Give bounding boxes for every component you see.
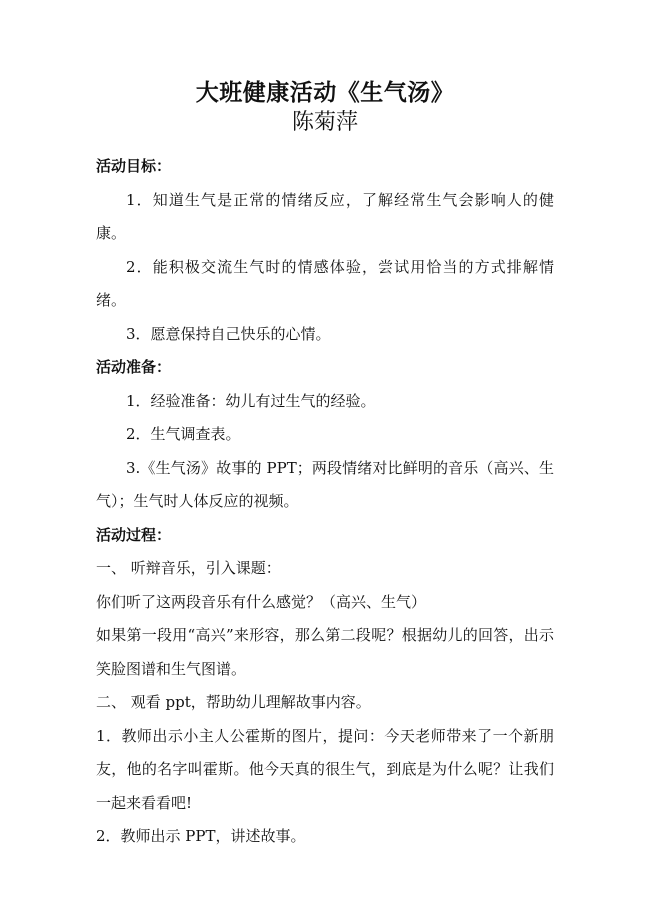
prep-heading: 活动准备： (96, 358, 172, 376)
goal-item: 1．知道生气是正常的情绪反应，了解经常生气会影响人的健康。 (96, 190, 554, 242)
goal-item: 2．能积极交流生气时的情感体验，尝试用恰当的方式排解情绪。 (96, 257, 554, 309)
process-paragraph: 如果第一段用“高兴”来形容，那么第二段呢？根据幼儿的回答，出示笑脸图谱和生气图谱。 (96, 626, 554, 678)
process-paragraph: 你们听了这两段音乐有什么感觉？（高兴、生气） (96, 592, 427, 611)
process-heading: 活动过程： (96, 525, 172, 544)
process-paragraph: 2．教师出示 PPT，讲述故事。 (96, 827, 306, 845)
goals-heading: 活动目标： (96, 157, 172, 175)
process-paragraph: 1．教师出示小主人公霍斯的图片，提问：今天老师带来了一个新朋友，他的名字叫霍斯。他今天真的很生气，到底是为什么呢？让我们一起来看看吧! (96, 726, 554, 812)
goal-item: 3．愿意保持自己快乐的心情。 (126, 324, 331, 343)
prep-item: 1．经验准备：幼儿有过生气的经验。 (126, 391, 376, 410)
process-step-heading: 二、 观看 ppt，帮助幼儿理解故事内容。 (96, 693, 371, 711)
prep-item: 2．生气调查表。 (126, 425, 241, 443)
document-title: 大班健康活动《生气汤》 (195, 80, 455, 106)
process-step-heading: 一、 听辩音乐，引入课题： (96, 559, 281, 577)
prep-item: 3.《生气汤》故事的 PPT；两段情绪对比鲜明的音乐（高兴、生气）；生气时人体反应的视频。 (96, 458, 554, 510)
document-author: 陈菊萍 (291, 110, 358, 135)
